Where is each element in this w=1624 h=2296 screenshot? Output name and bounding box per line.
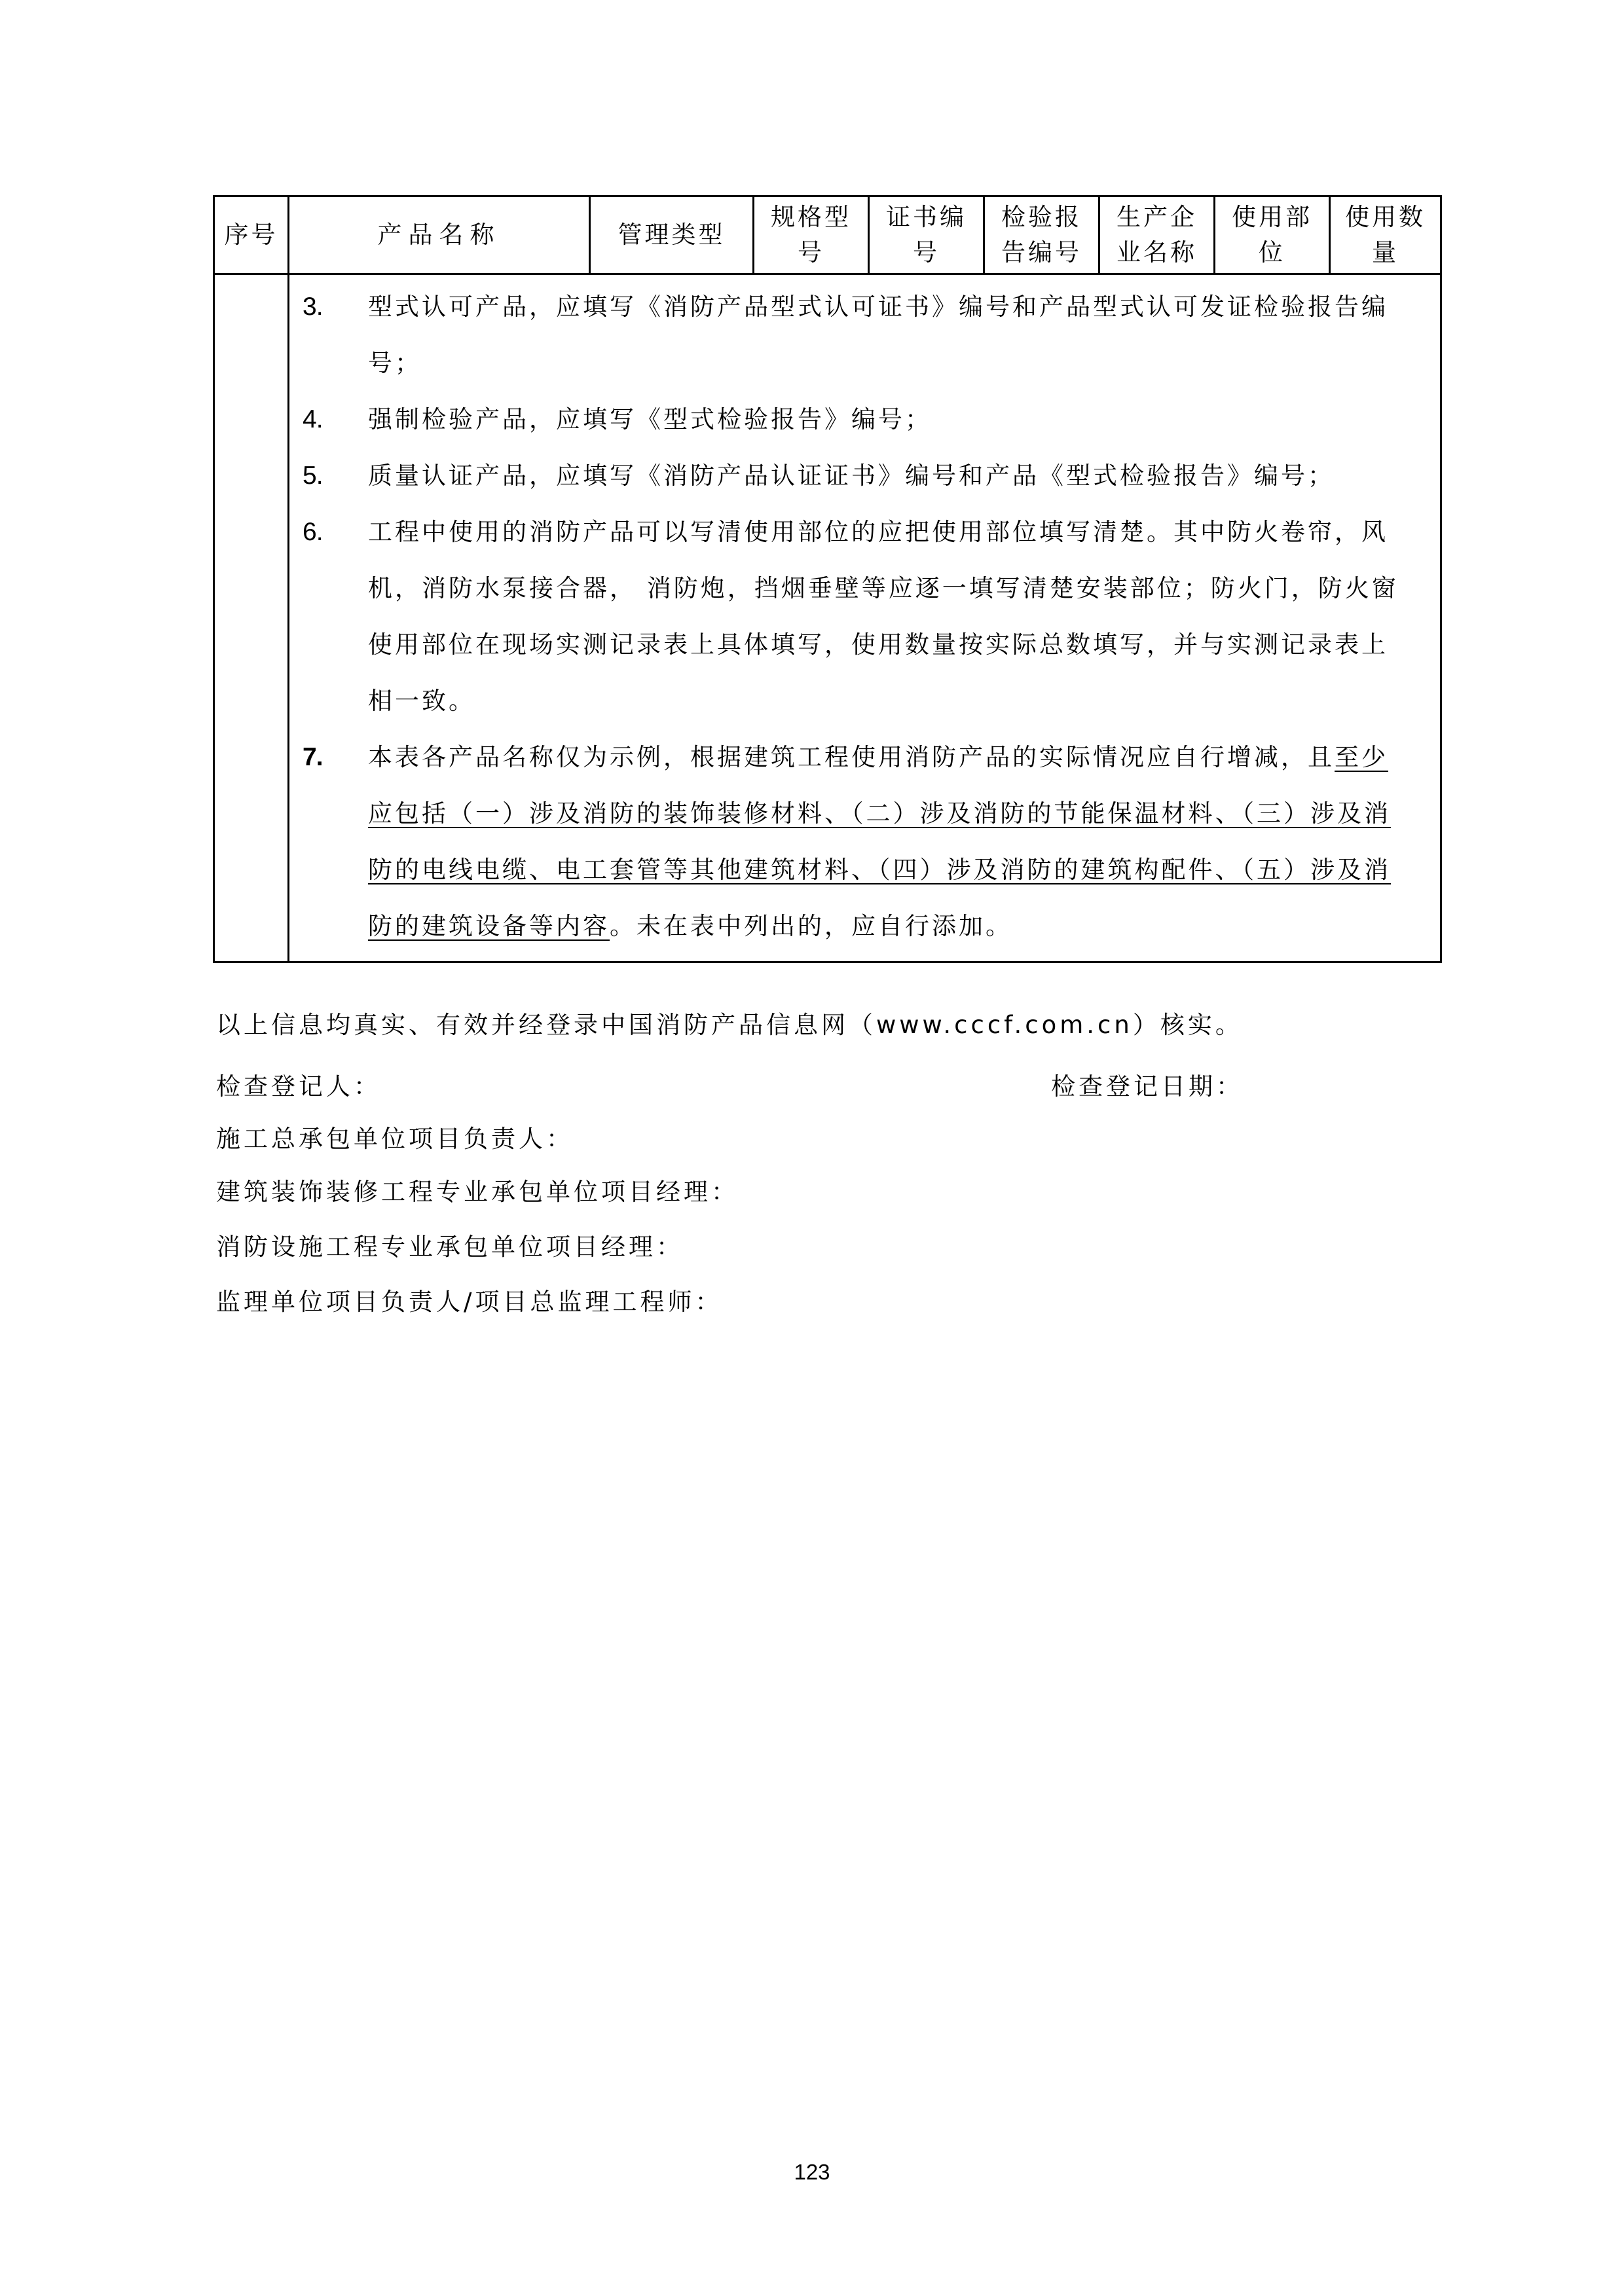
note-text-underlined: 至少应包括（一）涉及消防的装饰装修材料、（二）涉及消防的节能保温材料、（三）涉及消防的电线电缆、电工套管等其他建筑材料、（四）涉及消防的建筑构配件、（五）涉及消防的建筑设备等内容	[368, 743, 1391, 940]
note-text-tail: 。未在表中列出的，应自行添加。	[610, 912, 1012, 940]
note-number: 4.	[303, 405, 323, 433]
note-text: 强制检验产品，应填写《型式检验报告》编号；	[368, 405, 932, 433]
fire-contractor-label: 消防设施工程专业承包单位项目经理：	[216, 1233, 684, 1261]
notes-cell	[289, 274, 1441, 962]
note-text: 型式认可产品，应填写《消防产品型式认可证书》编号和产品型式认可发证检验报告编号；	[368, 293, 1388, 377]
serial-cell-empty	[214, 274, 289, 962]
page-number: 123	[794, 2160, 830, 2184]
header-serial: 序号	[214, 196, 289, 274]
note-number: 7.	[303, 743, 323, 771]
notes-row	[214, 274, 1441, 962]
note-text: 本表各产品名称仅为示例，根据建筑工程使用消防产品的实际情况应自行增减，且	[368, 743, 1335, 771]
note-item-6	[303, 504, 1414, 729]
note-number: 6.	[303, 518, 323, 546]
header-certificate-number: 证书编号	[869, 196, 984, 274]
table-header-row	[214, 196, 1441, 274]
header-usage-location: 使用部位	[1215, 196, 1330, 274]
header-management-type: 管理类型	[590, 196, 754, 274]
registrar-label: 检查登记人：	[216, 1072, 381, 1101]
header-product-name: 产品名称	[289, 196, 590, 274]
note-item-5	[303, 448, 1414, 504]
general-contractor-label: 施工总承包单位项目负责人：	[216, 1125, 574, 1153]
note-number: 3.	[303, 293, 323, 321]
header-quantity: 使用数量	[1330, 196, 1441, 274]
supervisor-label: 监理单位项目负责人/项目总监理工程师：	[216, 1288, 723, 1316]
decoration-contractor-label: 建筑装饰装修工程专业承包单位项目经理：	[216, 1178, 739, 1206]
register-date-label: 检查登记日期：	[1051, 1072, 1244, 1101]
note-text: 质量认证产品，应填写《消防产品认证证书》编号和产品《型式检验报告》编号；	[368, 462, 1335, 490]
header-spec-model: 规格型号	[754, 196, 869, 274]
product-registration-table	[213, 195, 1442, 963]
note-item-4	[303, 392, 1414, 448]
header-report-number: 检验报告编号	[984, 196, 1099, 274]
header-manufacturer: 生产企业名称	[1099, 196, 1215, 274]
verification-statement: 以上信息均真实、有效并经登录中国消防产品信息网（www.cccf.com.cn）核实。	[216, 1011, 1243, 1039]
note-item-3	[303, 279, 1414, 392]
note-text: 工程中使用的消防产品可以写清使用部位的应把使用部位填写清楚。其中防火卷帘，风机，消防水泵接合器， 消防炮，挡烟垂壁等应逐一填写清楚安装部位；防火门，防火窗使用部位在现场实测记录表上具体填写，使用数量按实际总数填写，并与实测记录表上相一致。	[368, 518, 1399, 715]
note-number: 5.	[303, 462, 323, 490]
note-item-7	[303, 729, 1414, 955]
